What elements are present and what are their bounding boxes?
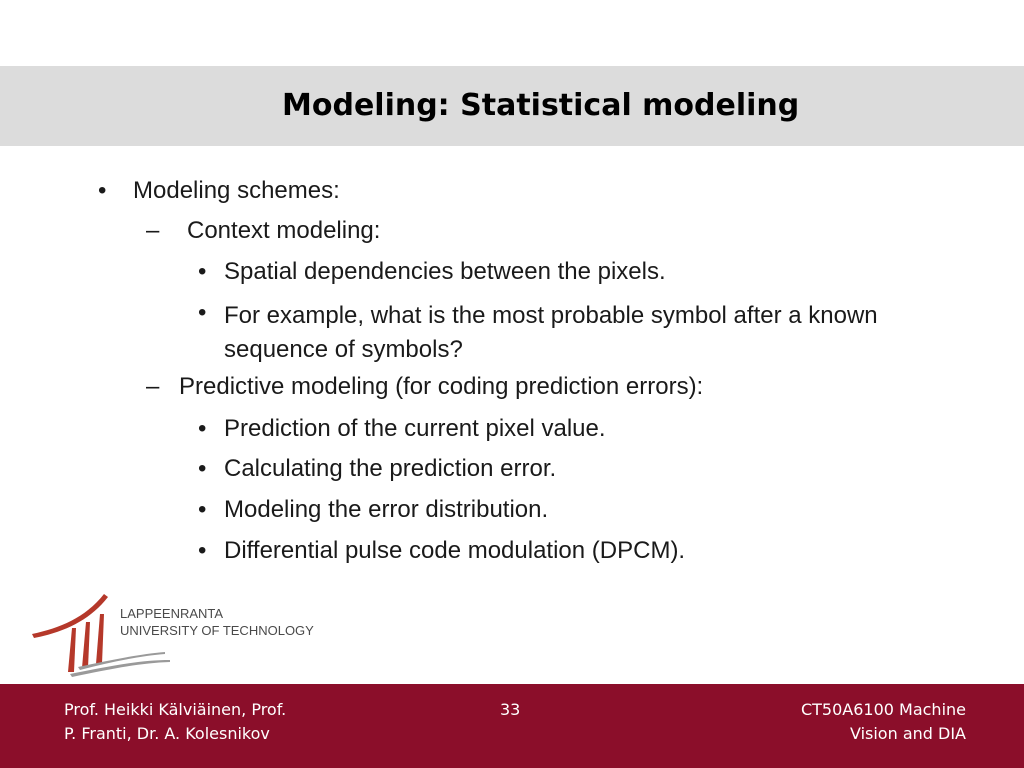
bullet-marker: • <box>198 415 207 442</box>
sub-sub-item-prediction-error: Calculating the prediction error. <box>224 455 557 482</box>
sub-sub-item-dpcm: Differential pulse code modulation (DPCM). <box>224 537 686 564</box>
footer-course-line2: Vision and DIA <box>849 724 966 743</box>
logo-text-line1: LAPPEENRANTA <box>120 606 224 621</box>
bullet-marker: • <box>198 258 207 285</box>
bullet-item-modeling-schemes: Modeling schemes: <box>133 177 340 204</box>
bullet-marker: • <box>198 299 207 326</box>
sub-sub-item-error-distribution: Modeling the error distribution. <box>224 496 549 523</box>
logo-text-line2: UNIVERSITY OF TECHNOLOGY <box>120 623 314 638</box>
footer-authors-line1: Prof. Heikki Kälviäinen, Prof. <box>64 700 287 719</box>
page-number: 33 <box>500 700 521 719</box>
bullet-marker: • <box>198 537 207 564</box>
footer-authors-line2: P. Franti, Dr. A. Kolesnikov <box>64 724 270 743</box>
slide-title: Modeling: Statistical modeling <box>282 88 800 123</box>
bullet-marker: • <box>198 496 207 523</box>
logo-bar <box>96 614 104 664</box>
sub-sub-item-prediction: Prediction of the current pixel value. <box>224 415 606 442</box>
sub-sub-item-spatial-dependencies: Spatial dependencies between the pixels. <box>224 258 666 285</box>
dash-marker: – <box>146 373 160 400</box>
sub-item-context-modeling: Context modeling: <box>187 217 381 244</box>
sub-sub-item-example: For example, what is the most probable symbol after a known sequence of symbols? <box>224 302 878 363</box>
dash-marker: – <box>146 217 160 244</box>
bullet-marker: • <box>98 177 107 204</box>
footer-bar <box>0 684 1024 768</box>
logo-swoosh <box>32 594 108 638</box>
logo-bar <box>68 628 76 672</box>
bullet-marker: • <box>198 455 207 482</box>
footer-course-line1: CT50A6100 Machine <box>800 700 966 719</box>
logo-bar <box>82 622 90 668</box>
sub-item-predictive-modeling: Predictive modeling (for coding prediction errors): <box>179 373 704 400</box>
